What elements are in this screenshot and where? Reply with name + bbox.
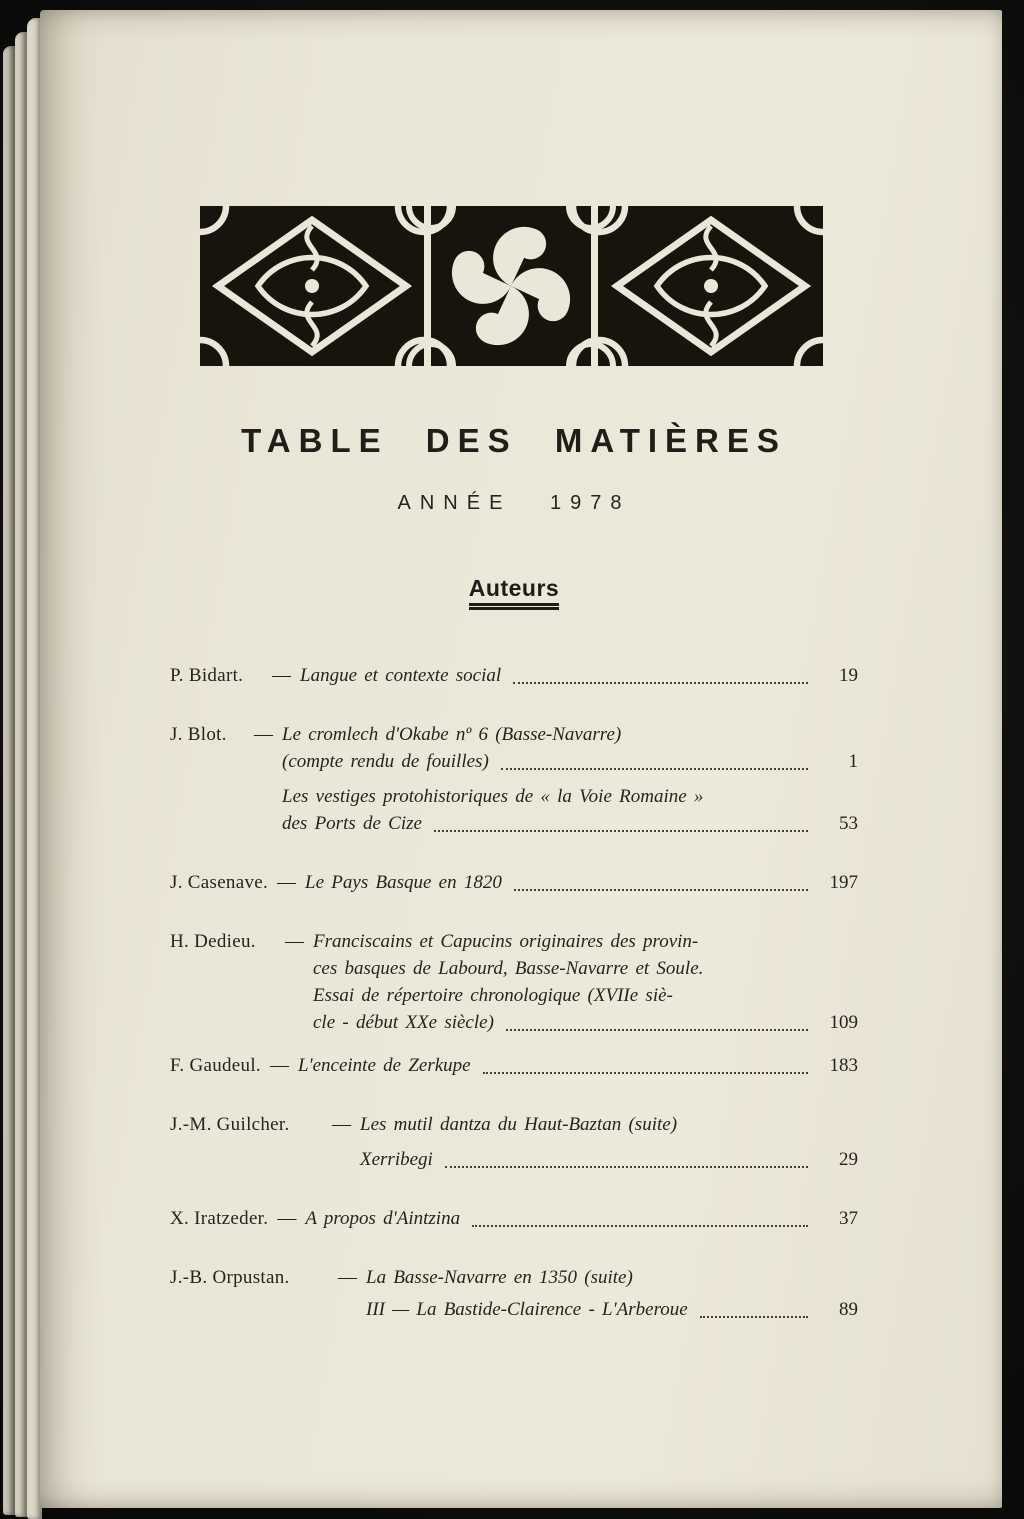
- work-title: Les vestiges protohistoriques de « la Voie Romaine »: [282, 785, 704, 807]
- em-dash: —: [277, 1207, 297, 1229]
- page-number: 183: [829, 1054, 858, 1076]
- page-number: 19: [839, 664, 858, 686]
- em-dash: —: [272, 664, 291, 686]
- page-edge-1: [3, 46, 15, 1515]
- work-title: Le cromlech d'Okabe nº 6 (Basse-Navarre): [282, 723, 622, 745]
- entry-author: J. Blot.: [170, 723, 227, 745]
- em-dash: —: [332, 1113, 351, 1135]
- table-of-contents: [170, 662, 858, 1323]
- entry-author: P. Bidart.: [170, 664, 244, 686]
- dot-leader: [445, 1166, 808, 1168]
- toc-entry: [170, 1264, 858, 1323]
- work-title-continued: (compte rendu de fouilles): [282, 750, 489, 772]
- page-number: 37: [839, 1207, 858, 1229]
- toc-entry: [170, 721, 858, 837]
- work-title: La Basse-Navarre en 1350 (suite): [366, 1266, 633, 1288]
- toc-entry: [170, 1111, 858, 1173]
- work-title-continued: des Ports de Cize: [282, 812, 422, 834]
- em-dash: —: [338, 1266, 357, 1288]
- toc-entry: [170, 1052, 858, 1079]
- work-title-continued: III — La Bastide-Clairence - L'Arberoue: [366, 1298, 688, 1320]
- em-dash: —: [277, 871, 297, 893]
- work-title-continued: Xerribegi: [360, 1148, 433, 1170]
- page-number: 1: [848, 750, 858, 772]
- page-number: 29: [839, 1148, 858, 1170]
- dot-leader: [434, 830, 808, 832]
- page-number: 53: [839, 812, 858, 834]
- dot-leader: [513, 682, 808, 684]
- work-title-continued: Essai de répertoire chronologique (XVIIe siè-: [313, 984, 673, 1006]
- dot-leader: [700, 1316, 808, 1318]
- page-number: 109: [829, 1011, 858, 1033]
- page-subtitle: ANNÉE 1978: [397, 492, 631, 514]
- book-page: [40, 10, 1002, 1508]
- em-dash: —: [285, 930, 304, 952]
- dot-leader: [506, 1029, 808, 1031]
- toc-entry: [170, 869, 858, 896]
- page-number: 197: [829, 871, 858, 893]
- basque-lauburu-ornament-icon: [200, 206, 823, 366]
- entry-author: J.-B. Orpustan.: [170, 1266, 290, 1288]
- work-title-continued: cle - début XXe siècle): [313, 1011, 494, 1033]
- work-title: Le Pays Basque en 1820: [305, 871, 502, 893]
- page-content: [170, 396, 858, 1355]
- page-edge-2: [15, 32, 27, 1517]
- page-number: 89: [839, 1298, 858, 1320]
- entry-author: F. Gaudeul.: [170, 1054, 261, 1076]
- work-title: A propos d'Aintzina: [305, 1207, 461, 1229]
- ornament-svg: [200, 206, 823, 366]
- entry-author: J. Casenave.: [170, 871, 269, 893]
- entry-author: H. Dedieu.: [170, 930, 256, 952]
- dot-leader: [483, 1072, 808, 1074]
- work-title: L'enceinte de Zerkupe: [297, 1054, 471, 1076]
- dot-leader: [472, 1225, 808, 1227]
- dot-leader: [514, 889, 808, 891]
- work-title: Franciscains et Capucins originaires des provin-: [313, 930, 699, 952]
- section-heading: Auteurs: [464, 575, 564, 610]
- work-title: Langue et contexte social: [300, 664, 502, 686]
- work-title-continued: ces basques de Labourd, Basse-Navarre et Soule.: [313, 957, 704, 979]
- em-dash: —: [269, 1054, 289, 1076]
- toc-entry: [170, 1205, 858, 1232]
- page-title: TABLE DES MATIÈRES: [241, 422, 787, 459]
- entry-author: J.-M. Guilcher.: [170, 1113, 290, 1135]
- entry-author: X. Iratzeder.: [170, 1207, 269, 1229]
- em-dash: —: [254, 723, 273, 745]
- toc-entry: [170, 662, 858, 689]
- work-title: Les mutil dantza du Haut-Baztan (suite): [360, 1113, 678, 1135]
- toc-entry: [170, 928, 858, 1036]
- dot-leader: [501, 768, 808, 770]
- section-heading-wrap: [170, 575, 858, 610]
